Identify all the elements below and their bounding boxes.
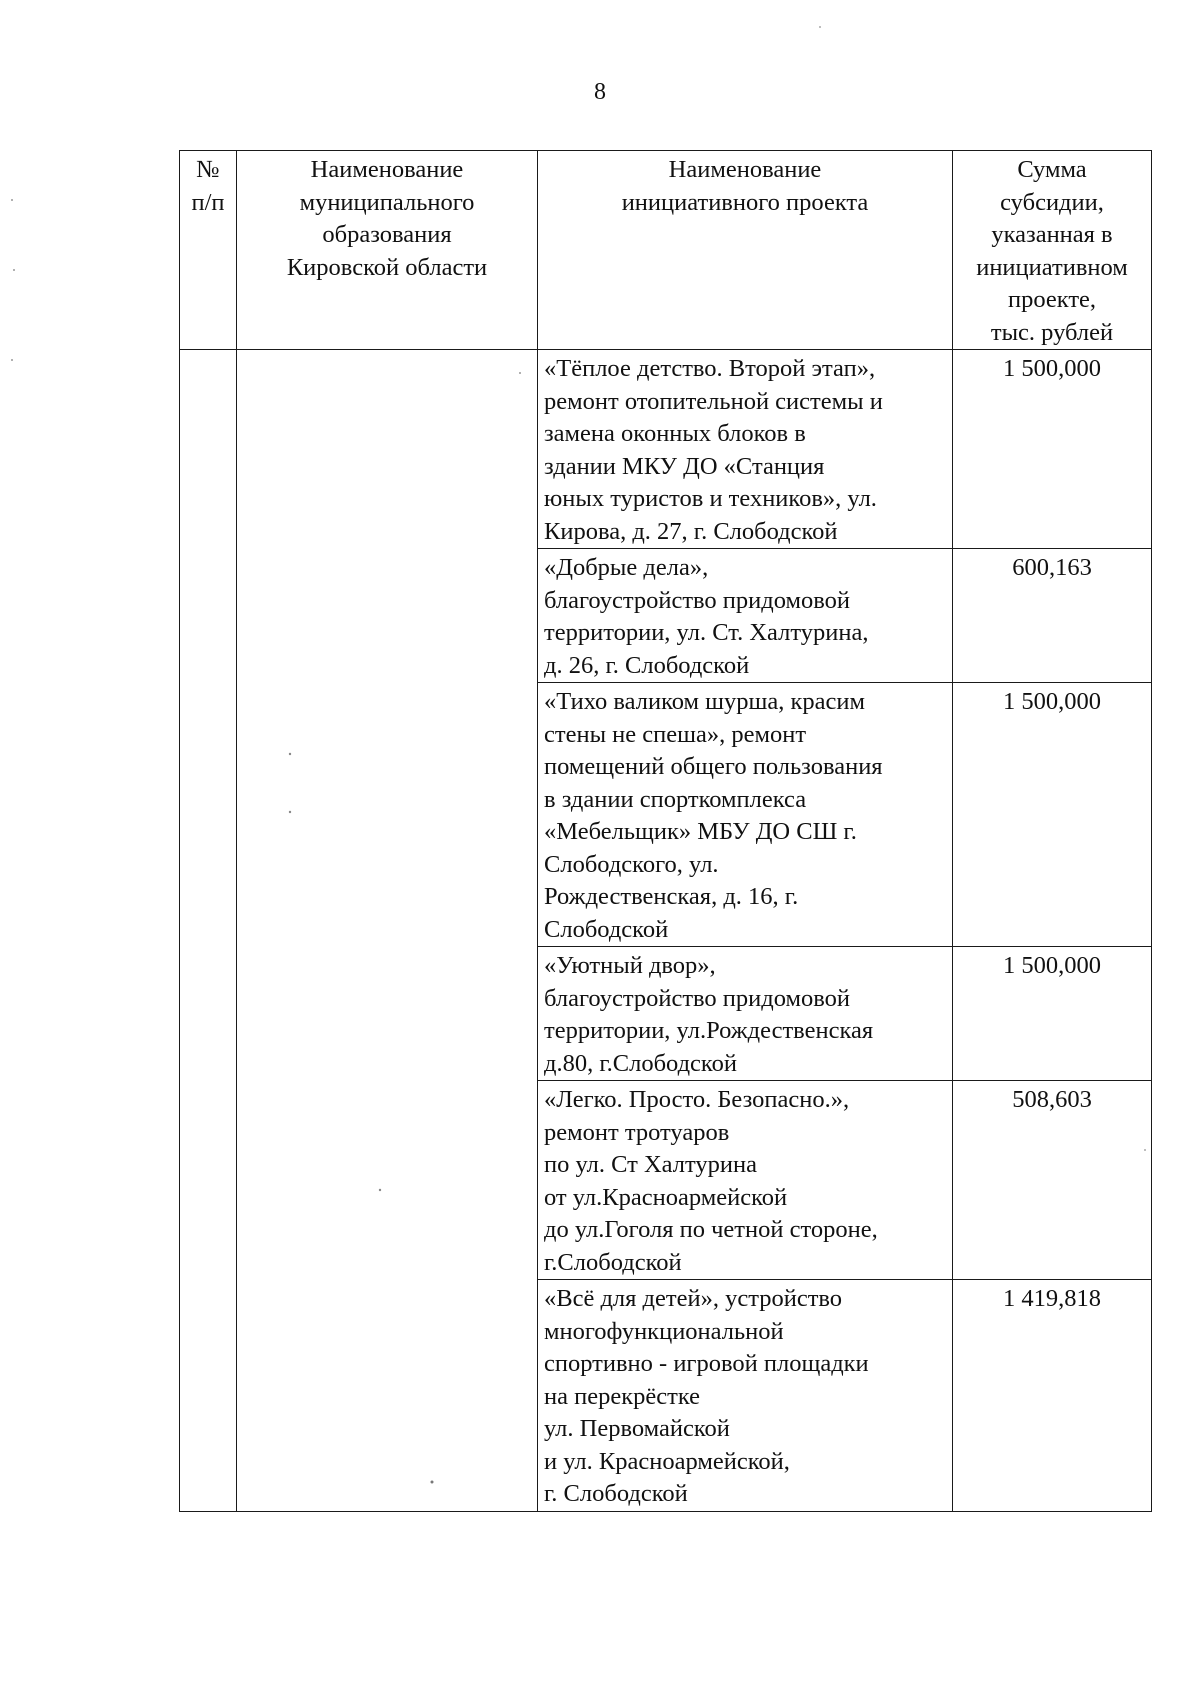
project-line: Рождественская, д. 16, г. [544,883,799,910]
project-line: на перекрёстке [544,1382,700,1410]
project-cell [538,350,953,549]
table-header-row [180,151,1152,350]
header-line: Кировской области [286,253,488,281]
header-line: инициативного проекта [621,188,869,216]
project-line: Слободской [544,915,669,943]
project-line: и ул. Красноармейской, [544,1447,790,1475]
speck [13,269,15,271]
sum-cell: 1 500,000 [953,947,1152,1081]
project-line: «Всё для детей», устройство [544,1285,843,1312]
header-municipality [237,151,538,350]
sum-cell: 1 419,818 [953,1280,1152,1512]
page-number: 8 [594,79,606,105]
speck [11,359,13,361]
project-line: в здании спорткомплекса [544,785,807,813]
project-cell [538,947,953,1081]
project-line: ул. Первомайской [544,1415,730,1442]
project-line: г.Слободской [544,1248,682,1276]
speck [11,199,13,201]
project-cell [538,1280,953,1512]
project-line: по ул. Ст Халтурина [544,1151,757,1178]
header-line: Сумма [1017,156,1087,183]
row-number-cell [180,350,237,1512]
project-line: стены не спеша», ремонт [544,720,807,748]
header-line: указанная в [991,221,1113,248]
municipality-cell [237,350,538,1512]
project-line: юных туристов и техников», ул. [544,485,877,512]
project-cell [538,549,953,683]
header-sum [953,151,1152,350]
header-line: проекте, [1007,286,1097,313]
project-line: спортивно - игровой площадки [544,1350,869,1377]
sum-cell: 600,163 [953,549,1152,683]
header-line: Наименование [310,156,464,183]
header-project [538,151,953,350]
header-line: № [196,156,220,183]
project-cell [538,1081,953,1280]
header-line: образования [322,221,452,248]
header-line: инициативном [976,253,1128,281]
project-line: «Легко. Просто. Безопасно.», [544,1086,850,1113]
project-line: Кирова, д. 27, г. Слободской [544,517,838,545]
sum-cell: 1 500,000 [953,683,1152,947]
project-line: г. Слободской [544,1480,688,1507]
project-line: до ул.Гоголя по четной стороне, [544,1216,878,1243]
project-line: «Мебельщик» МБУ ДО СШ г. [544,818,857,845]
project-line: д.80, г.Слободской [544,1049,737,1077]
project-line: «Уютный двор», [544,952,716,979]
project-line: многофункциональной [544,1317,784,1345]
speck [819,26,821,28]
sum-cell: 1 500,000 [953,350,1152,549]
project-line: замена оконных блоков в [544,420,806,447]
project-line: д. 26, г. Слободской [544,651,750,679]
project-cell [538,683,953,947]
subsidy-table [179,150,1152,1512]
header-number [180,151,237,350]
project-line: ремонт тротуаров [544,1118,730,1146]
project-line: «Тёплое детство. Второй этап», [544,355,876,382]
project-line: благоустройство придомовой [544,984,851,1012]
header-line: субсидии, [1000,188,1104,216]
header-line: тыс. рублей [990,318,1114,346]
project-line: территории, ул. Ст. Халтурина, [544,619,869,646]
header-line: Наименование [668,156,822,183]
project-line: помещений общего пользования [544,753,883,780]
project-line: от ул.Красноармейской [544,1183,788,1211]
project-line: ремонт отопительной системы и [544,387,883,415]
project-line: благоустройство придомовой [544,586,851,614]
header-line: муниципального [299,188,475,216]
sum-cell: 508,603 [953,1081,1152,1280]
project-line: «Добрые дела», [544,554,709,581]
table-row [180,350,1152,549]
header-line: п/п [191,188,225,216]
project-line: территории, ул.Рождественская [544,1017,874,1044]
project-line: Слободского, ул. [544,850,719,878]
project-line: здании МКУ ДО «Станция [544,452,825,480]
project-line: «Тихо валиком шурша, красим [544,688,866,715]
